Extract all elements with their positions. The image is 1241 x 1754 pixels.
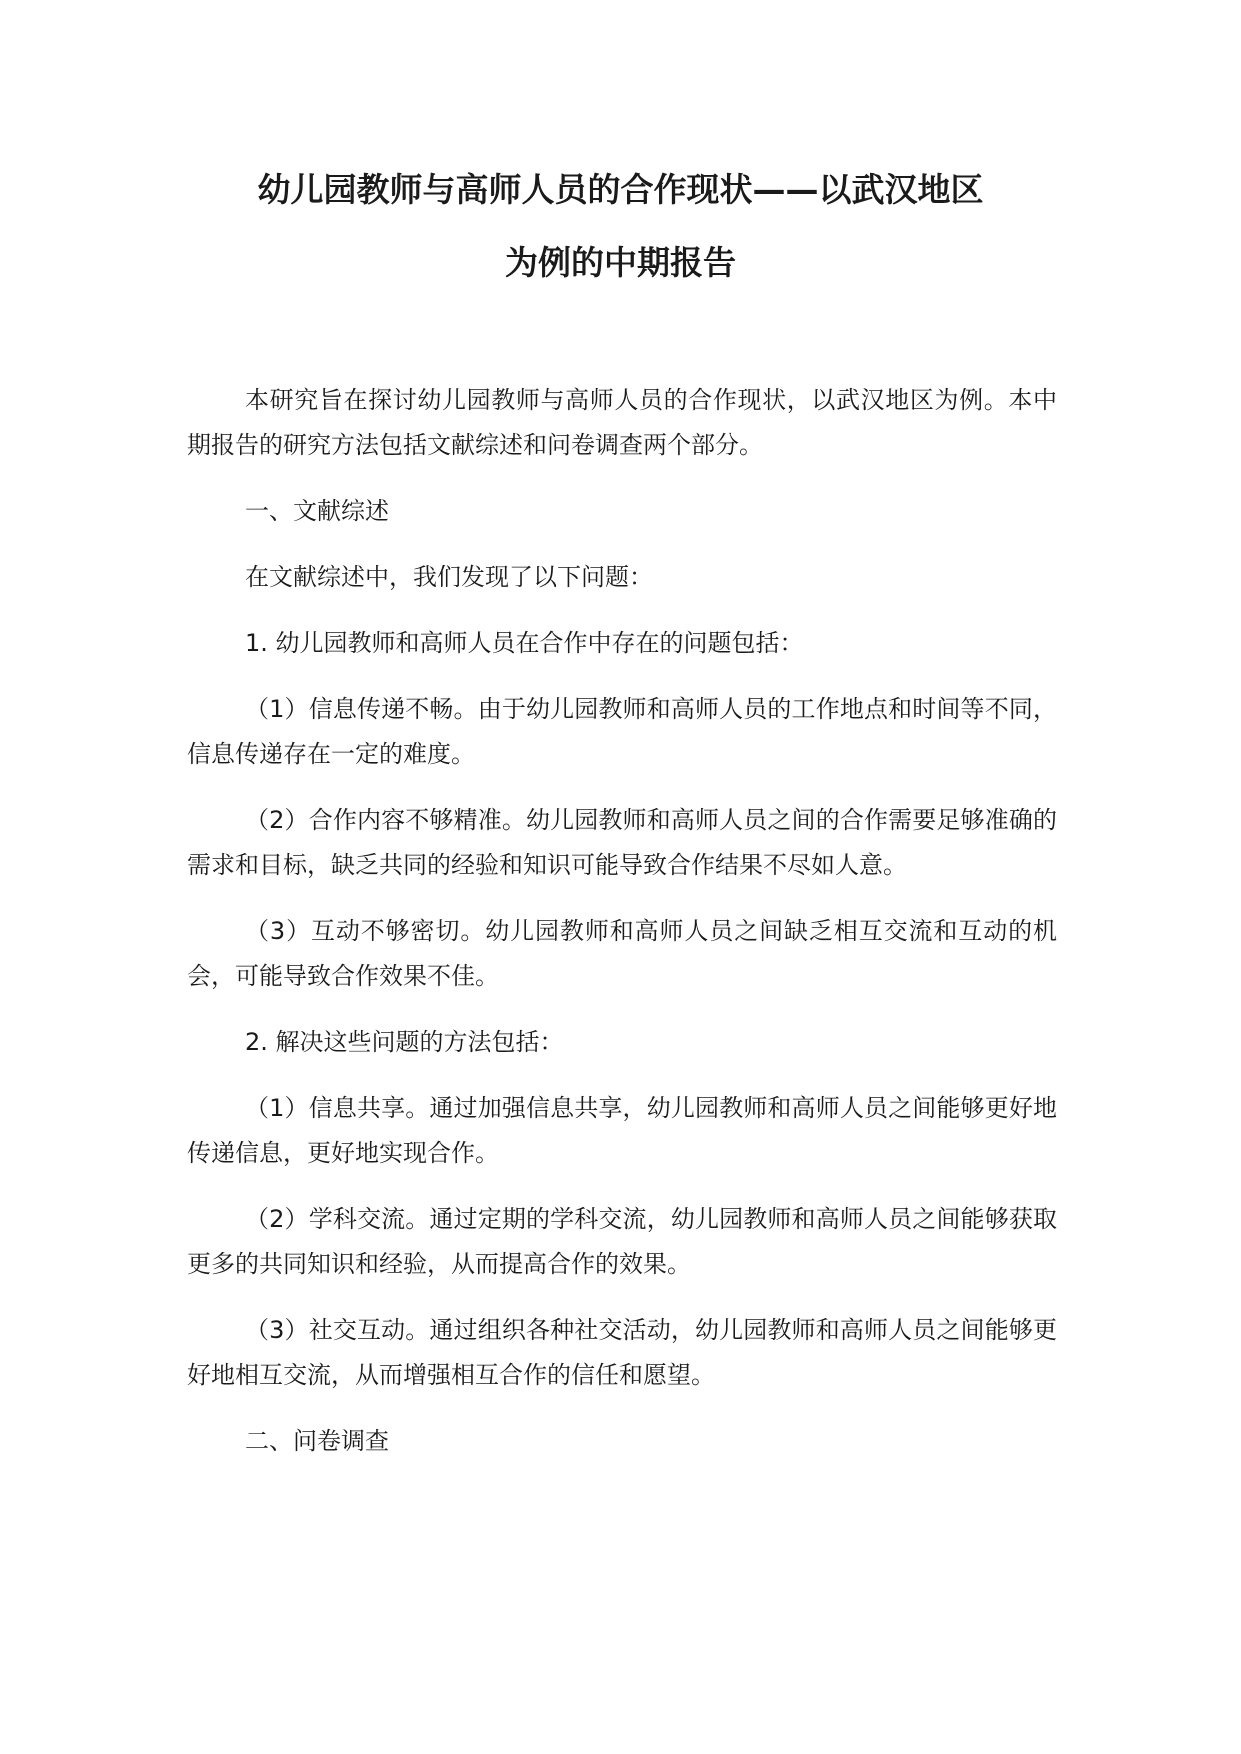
section-heading-questionnaire: 二、问卷调查 [245, 1427, 389, 1455]
list-item: （1）信息共享。通过加强信息共享，幼儿园教师和高师人员之间能够更好地传递信息，更好地实现合作。 [187, 1094, 1057, 1167]
paragraph-intro: 本研究旨在探讨幼儿园教师与高师人员的合作现状，以武汉地区为例。本中期报告的研究方法包括文献综述和问卷调查两个部分。 [187, 386, 1057, 459]
title-line-2: 为例的中期报告 [505, 243, 736, 282]
title-line-1: 幼儿园教师与高师人员的合作现状——以武汉地区 [257, 170, 984, 209]
document-body [187, 378, 1057, 1485]
list-item: （2）合作内容不够精准。幼儿园教师和高师人员之间的合作需要足够准确的需求和目标，缺乏共同的经验和知识可能导致合作结果不尽如人意。 [187, 806, 1057, 879]
list-item: （3）互动不够密切。幼儿园教师和高师人员之间缺乏相互交流和互动的机会，可能导致合作效果不佳。 [187, 917, 1057, 990]
section-heading-literature-review: 一、文献综述 [245, 497, 389, 525]
document-title [150, 170, 1091, 283]
list-heading-problems: 1. 幼儿园教师和高师人员在合作中存在的问题包括： [245, 629, 804, 657]
list-item: （1）信息传递不畅。由于幼儿园教师和高师人员的工作地点和时间等不同，信息传递存在一定的难度。 [187, 695, 1057, 768]
list-item: （3）社交互动。通过组织各种社交活动，幼儿园教师和高师人员之间能够更好地相互交流，从而增强相互合作的信任和愿望。 [187, 1316, 1057, 1389]
list-heading-solutions: 2. 解决这些问题的方法包括： [245, 1028, 564, 1056]
list-item: （2）学科交流。通过定期的学科交流，幼儿园教师和高师人员之间能够获取更多的共同知识和经验，从而提高合作的效果。 [187, 1205, 1057, 1278]
paragraph: 在文献综述中，我们发现了以下问题： [245, 563, 653, 591]
